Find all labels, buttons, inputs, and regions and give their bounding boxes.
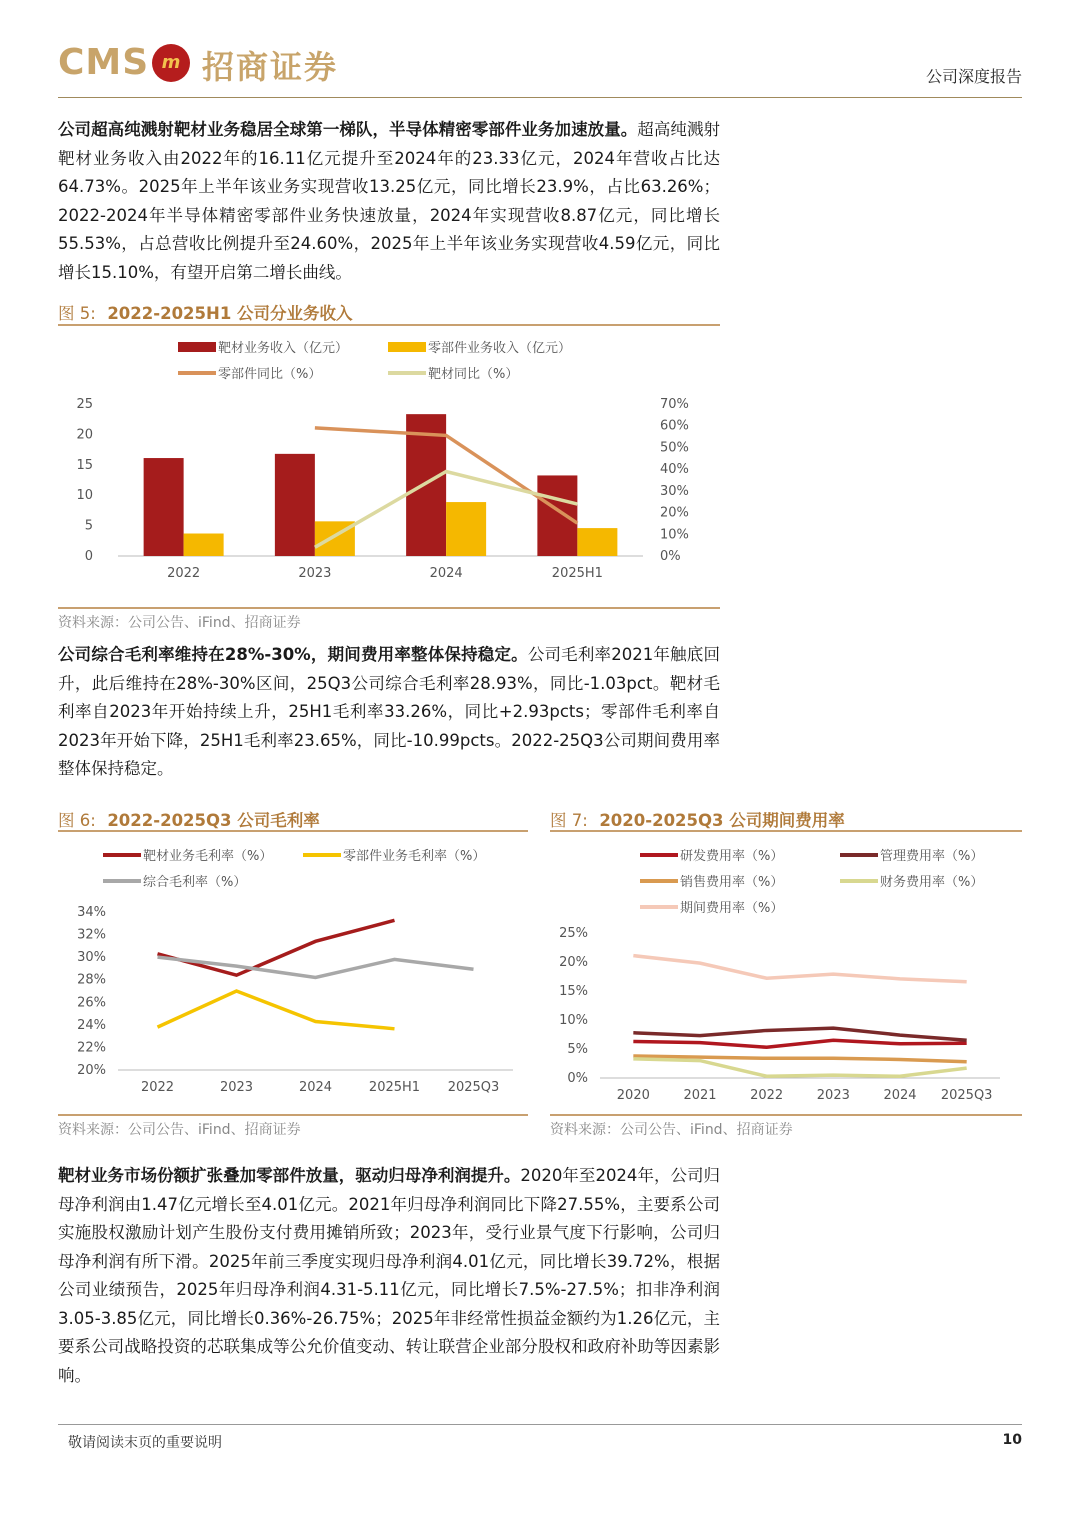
legend-label: 靶材业务毛利率（%） bbox=[143, 849, 273, 864]
figure-5-caption: 2022-2025H1 公司分业务收入 bbox=[107, 304, 353, 323]
y-left-tick-label: 20 bbox=[76, 427, 93, 443]
legend-label: 财务费用率（%） bbox=[880, 875, 984, 890]
figure-5-title bbox=[58, 300, 353, 324]
footer-divider bbox=[58, 1424, 1022, 1425]
x-tick-label: 2025H1 bbox=[368, 1080, 421, 1095]
logo-cms-text: CMS bbox=[58, 42, 150, 83]
bar bbox=[577, 528, 617, 556]
bar bbox=[144, 458, 184, 556]
y-right-tick-label: 30% bbox=[660, 483, 689, 499]
y-tick-label: 10% bbox=[559, 1013, 588, 1028]
page-number: 10 bbox=[1002, 1432, 1022, 1448]
figure-6-bottom-rule bbox=[58, 1114, 528, 1116]
paragraph-3-lead: 靶材业务市场份额扩张叠加零部件放量，驱动归母净利润提升。 bbox=[58, 1166, 521, 1185]
y-right-tick-label: 60% bbox=[660, 418, 689, 434]
header-divider bbox=[58, 97, 1022, 98]
x-tick-label: 2024 bbox=[883, 1088, 917, 1103]
figure-7-chart bbox=[550, 836, 1022, 1108]
legend-label: 靶材同比（%） bbox=[428, 367, 519, 382]
x-tick-label: 2023 bbox=[816, 1088, 850, 1103]
figure-5-chart bbox=[58, 330, 720, 602]
y-tick-label: 15% bbox=[559, 984, 588, 999]
y-tick-label: 26% bbox=[77, 995, 106, 1011]
legend-label: 期间费用率（%） bbox=[680, 901, 784, 916]
figure-5-bottom-rule bbox=[58, 607, 720, 609]
y-tick-label: 28% bbox=[77, 972, 106, 988]
figure-7-caption: 2020-2025Q3 公司期间费用率 bbox=[599, 811, 845, 830]
figure-6-top-rule bbox=[58, 830, 528, 832]
y-tick-label: 22% bbox=[77, 1040, 106, 1056]
x-tick-label: 2025Q3 bbox=[940, 1088, 993, 1103]
legend-label: 零部件业务收入（亿元） bbox=[428, 341, 572, 356]
figure-5-label: 图 5: bbox=[58, 304, 96, 323]
paragraph-2 bbox=[58, 641, 720, 784]
footer-disclaimer: 敬请阅读末页的重要说明 bbox=[68, 1435, 222, 1451]
series-line bbox=[633, 1028, 966, 1040]
figure-7-source: 资料来源：公司公告、iFind、招商证券 bbox=[550, 1122, 793, 1138]
y-right-tick-label: 0% bbox=[660, 549, 681, 564]
bar bbox=[184, 534, 224, 556]
legend-label: 管理费用率（%） bbox=[880, 849, 984, 864]
figure-6-source: 资料来源：公司公告、iFind、招商证券 bbox=[58, 1122, 301, 1138]
bar bbox=[275, 454, 315, 556]
x-tick-label: 2023 bbox=[298, 566, 332, 581]
x-tick-label: 2022 bbox=[140, 1080, 175, 1095]
y-right-tick-label: 40% bbox=[660, 462, 689, 478]
paragraph-1-lead: 公司超高纯溅射靶材业务稳居全球第一梯队，半导体精密零部件业务加速放量。 bbox=[58, 120, 638, 139]
y-tick-label: 32% bbox=[77, 927, 106, 943]
legend-label: 靶材业务收入（亿元） bbox=[218, 341, 349, 356]
y-right-tick-label: 10% bbox=[660, 527, 689, 543]
x-tick-label: 2022 bbox=[750, 1088, 784, 1103]
y-tick-label: 0% bbox=[567, 1071, 588, 1086]
bar bbox=[537, 475, 577, 556]
logo-company-name: 招商证券 bbox=[202, 48, 339, 86]
report-type-label: 公司深度报告 bbox=[925, 67, 1022, 86]
paragraph-1 bbox=[58, 116, 720, 287]
x-tick-label: 2025H1 bbox=[551, 566, 603, 581]
bar bbox=[446, 502, 486, 556]
x-tick-label: 2025Q3 bbox=[447, 1080, 500, 1095]
paragraph-1-body: 超高纯溅射靶材业务收入由2022年的16.11亿元提升至2024年的23.33亿元，2024年营收占比达64.73%。2025年上半年该业务实现营收13.25亿元，同比增长23.9%，占比63.26%；2022-2024年半导体精密零部件业务快速放量，2024年实现营收8.87亿元，同比增长55.53%，占总营收比例提升至24.60%，2025年上半年该业务实现营收4.59亿元，同比增长15.10%，有望开启第二增长曲线。 bbox=[58, 120, 721, 282]
x-tick-label: 2022 bbox=[167, 566, 201, 581]
y-left-tick-label: 25 bbox=[76, 397, 93, 412]
y-left-tick-label: 5 bbox=[84, 518, 93, 534]
series-line bbox=[633, 1040, 966, 1047]
figure-7-label: 图 7: bbox=[550, 811, 588, 830]
x-tick-label: 2023 bbox=[219, 1080, 254, 1095]
x-tick-label: 2024 bbox=[429, 566, 463, 581]
y-tick-label: 20% bbox=[77, 1063, 106, 1078]
legend-label: 销售费用率（%） bbox=[680, 875, 784, 890]
figure-5-source: 资料来源：公司公告、iFind、招商证券 bbox=[58, 615, 301, 631]
legend-swatch bbox=[178, 342, 216, 352]
y-tick-label: 34% bbox=[77, 905, 106, 920]
paragraph-2-body: 公司毛利率2021年触底回升，此后维持在28%-30%区间，25Q3公司综合毛利率28.93%，同比-1.03pct。靶材毛利率自2023年开始持续上升，25H1毛利率33.26%，同比+2.93pcts；零部件毛利率自2023年开始下降，25H1毛利率23.65%，同比-10.99pcts。2022-25Q3公司期间费用率整体保持稳定。 bbox=[58, 645, 720, 778]
figure-7-top-rule bbox=[550, 830, 1022, 832]
x-tick-label: 2021 bbox=[683, 1088, 717, 1103]
paragraph-3-body: 2020年至2024年，公司归母净利润由1.47亿元增长至4.01亿元。2021年归母净利润同比下降27.55%，主要系公司实施股权激励计划产生股份支付费用摊销所致；2023年，受行业景气度下行影响，公司归母净利润有所下滑。2025年前三季度实现归母净利润4.01亿元，同比增长39.72%，根据公司业绩预告，2025年归母净利润4.31-5.11亿元，同比增长7.5%-27.5%；扣非净利润3.05-3.85亿元，同比增长0.36%-26.75%；2025年非经常性损益金额约为1.26亿元，主要系公司战略投资的芯联集成等公允价值变动、转让联营企业部分股权和政府补助等因素影响。 bbox=[58, 1166, 721, 1385]
legend-label: 综合毛利率（%） bbox=[143, 875, 247, 890]
y-right-tick-label: 50% bbox=[660, 440, 689, 456]
legend-label: 零部件业务毛利率（%） bbox=[343, 849, 486, 864]
paragraph-2-lead: 公司综合毛利率维持在28%-30%，期间费用率整体保持稳定。 bbox=[58, 645, 528, 664]
y-tick-label: 24% bbox=[77, 1017, 106, 1033]
y-tick-label: 25% bbox=[559, 926, 588, 941]
y-tick-label: 20% bbox=[559, 955, 588, 970]
y-tick-label: 5% bbox=[567, 1042, 588, 1057]
y-right-tick-label: 70% bbox=[660, 397, 689, 412]
figure-5-top-rule bbox=[58, 324, 720, 326]
y-right-tick-label: 20% bbox=[660, 505, 689, 521]
legend-label: 研发费用率（%） bbox=[680, 849, 784, 864]
y-left-tick-label: 0 bbox=[84, 549, 93, 564]
paragraph-3 bbox=[58, 1162, 720, 1390]
figure-6-chart bbox=[58, 836, 528, 1108]
series-line bbox=[158, 991, 395, 1029]
x-tick-label: 2020 bbox=[616, 1088, 650, 1103]
figure-6-title bbox=[58, 807, 320, 831]
legend-swatch bbox=[388, 342, 426, 352]
figure-7-title bbox=[550, 807, 845, 831]
x-tick-label: 2024 bbox=[298, 1080, 333, 1095]
y-left-tick-label: 15 bbox=[76, 457, 93, 473]
y-tick-label: 30% bbox=[77, 950, 106, 966]
figure-6-caption: 2022-2025Q3 公司毛利率 bbox=[107, 811, 320, 830]
legend-label: 零部件同比（%） bbox=[218, 367, 322, 382]
logo-badge-icon: m bbox=[152, 44, 190, 82]
y-left-tick-label: 10 bbox=[76, 488, 93, 504]
figure-7-bottom-rule bbox=[550, 1114, 1022, 1116]
figure-6-label: 图 6: bbox=[58, 811, 96, 830]
series-line bbox=[633, 956, 966, 982]
